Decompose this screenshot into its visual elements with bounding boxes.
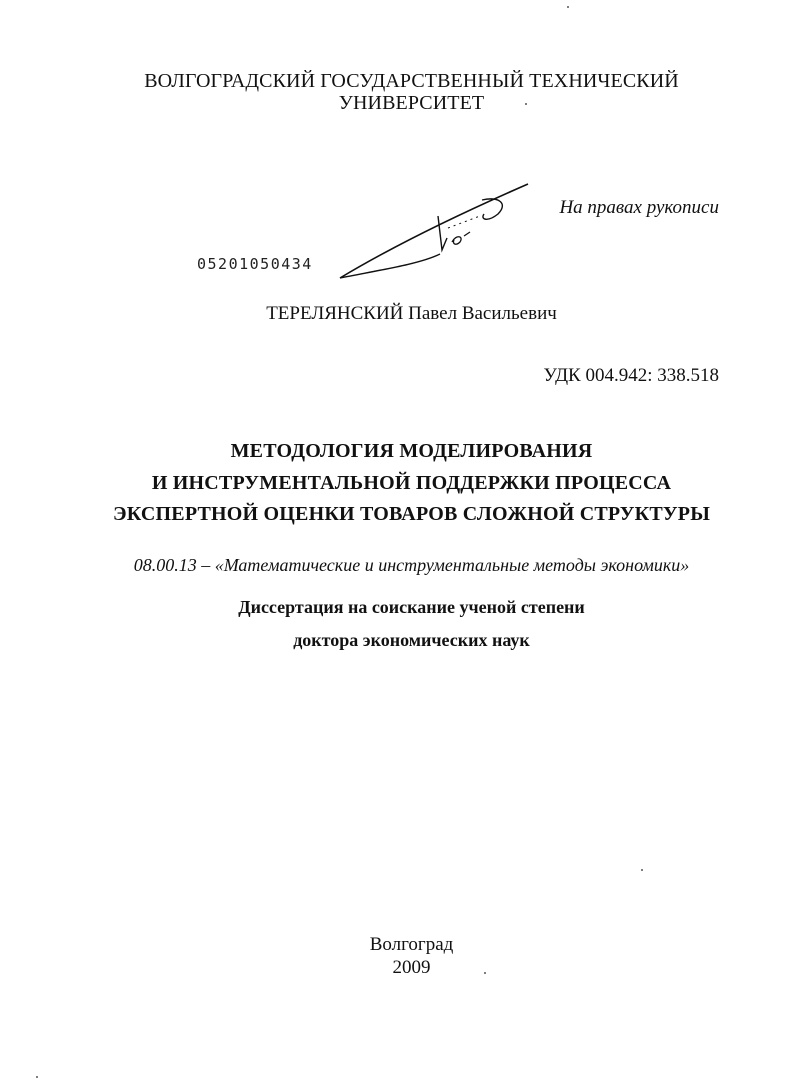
scan-speck (36, 1076, 38, 1078)
manuscript-rights-note: На правах рукописи (559, 197, 719, 218)
university-name-line2: УНИВЕРСИТЕТ (338, 92, 485, 114)
degree-line1: Диссертация на соискание ученой степени (238, 597, 585, 617)
city: Волгоград (369, 934, 454, 955)
degree-line2: доктора экономических наук (293, 630, 530, 650)
scan-speck (567, 6, 569, 8)
author-name: ТЕРЕЛЯНСКИЙ Павел Васильевич (266, 303, 557, 324)
specialty-code: 08.00.13 – «Математические и инструментальные методы экономики» (133, 555, 690, 575)
scan-speck (641, 869, 643, 871)
signature-image (330, 178, 540, 286)
dissertation-title-line3: ЭКСПЕРТНОЙ ОЦЕНКИ ТОВАРОВ СЛОЖНОЙ СТРУКТУРЫ (112, 503, 711, 525)
catalog-number: 05201050434 (197, 255, 313, 273)
university-name-line1: ВОЛГОГРАДСКИЙ ГОСУДАРСТВЕННЫЙ ТЕХНИЧЕСКИЙ (144, 70, 679, 92)
udc-code: УДК 004.942: 338.518 (543, 365, 719, 386)
dissertation-title-line2: И ИНСТРУМЕНТАЛЬНОЙ ПОДДЕРЖКИ ПРОЦЕССА (151, 472, 672, 494)
dissertation-title-line1: МЕТОДОЛОГИЯ МОДЕЛИРОВАНИЯ (230, 440, 593, 462)
scan-speck (484, 972, 486, 974)
scan-speck (525, 103, 527, 105)
year: 2009 (392, 957, 431, 978)
